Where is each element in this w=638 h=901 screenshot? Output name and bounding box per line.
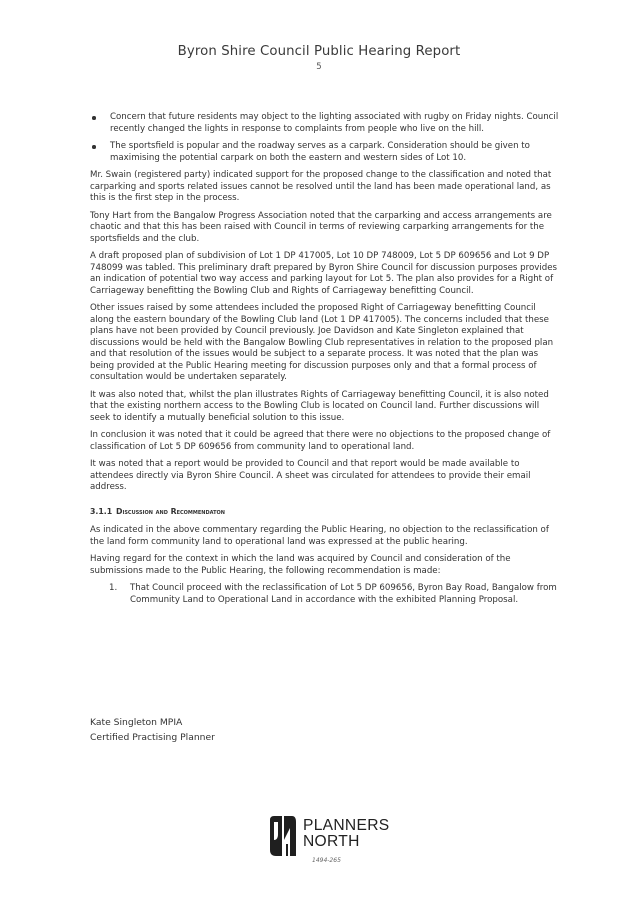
paragraph-report: It was noted that a report would be provided to Council and that report would be made available to attendees directly via Byron Shire Council. A sheet was circulated for attendees to provide their email address. bbox=[90, 459, 531, 492]
recommendation-number: 1. bbox=[109, 583, 118, 593]
logo-mark-icon bbox=[268, 814, 298, 858]
paragraph-commentary: As indicated in the above commentary regarding the Public Hearing, no objection to the reclassification of the land form community land to operational land was expressed at the public hearing. bbox=[90, 525, 549, 547]
section-number: 3.1.1 bbox=[90, 506, 113, 516]
paragraph-draft-plan: A draft proposed plan of subdivision of Lot 1 DP 417005, Lot 10 DP 748009, Lot 5 DP 609656 and Lot 9 DP 748099 was tabled. This preliminary draft prepared by Byron Shire Council for discussion purposes provides an indication of potential two way access and parking layout for Lot 5. The plan also provides for a Right of Carriageway benefitting the Bowling Club and Rights of Carriageway benefitting Council. bbox=[90, 251, 558, 296]
paragraph-northern-access: It was also noted that, whilst the plan illustrates Rights of Carriageway benefitting Council, it is also noted that the existing northern access to the Bowling Club is located on Council land. Further discussions will seek to identify a mutually beneficial solution to this issue. bbox=[90, 389, 549, 423]
signatory-title: Certified Practising Planner bbox=[90, 731, 215, 743]
section-heading bbox=[90, 506, 560, 518]
concerns-list bbox=[90, 112, 560, 164]
page-number: 5 bbox=[316, 62, 322, 72]
logo-wordmark bbox=[303, 818, 389, 850]
report-title: Byron Shire Council Public Hearing Report bbox=[177, 44, 461, 59]
section-title: Discussion and Recommendaton bbox=[116, 506, 225, 516]
planners-north-logo bbox=[268, 814, 398, 864]
paragraph-hart: Tony Hart from the Bangalow Progress Association noted that the carparking and access arrangements are chaotic and that this has been raised with Council in terms of reviewing carparking arrangements for the sportsfields and the club. bbox=[90, 210, 552, 244]
list-item: The sportsfield is popular and the roadway serves as a carpark. Consideration should be given to maximising the potential carpark on both the eastern and western sides of Lot 10. bbox=[90, 141, 560, 164]
recommendation-text: That Council proceed with the reclassification of Lot 5 DP 609656, Byron Bay Road, Bangalow from Community Land to Operational Land in accordance with the exhibited Planning Proposal. bbox=[130, 583, 557, 605]
logo-line-1: PLANNERS bbox=[303, 817, 390, 834]
list-item: Concern that future residents may object to the lighting associated with rugby on Friday nights. Council recently changed the lights in response to complaints from people who live on the hill. bbox=[90, 112, 560, 135]
signatory-name: Kate Singleton MPIA bbox=[90, 717, 183, 728]
paragraph-conclusion: In conclusion it was noted that it could be agreed that there were no objections to the proposed change of classification of Lot 5 DP 609656 from community land to operational land. bbox=[90, 430, 551, 452]
document-code: 1494-265 bbox=[312, 857, 341, 864]
logo-line-2: NORTH bbox=[303, 833, 360, 850]
signature-block bbox=[90, 716, 215, 745]
paragraph-other-issues: Other issues raised by some attendees included the proposed Right of Carriageway benefitting Council along the eastern boundary of the Bowling Club land (Lot 1 DP 417005). The concerns included that these plans have not been provided by Council previously. Joe Davidson and Kate Singleton explained that discussions would be held with the Bangalow Bowling Club representatives in relation to the proposed plan and that resolution of the issues would be subject to a separate process. It was noted that the plan was being provided at the Public Hearing meeting for discussion purposes only and that a formal process of consultation would be undertaken separately. bbox=[90, 303, 554, 382]
report-body bbox=[90, 112, 560, 612]
page-header bbox=[0, 44, 638, 72]
recommendation-item bbox=[90, 583, 560, 606]
paragraph-regard: Having regard for the context in which the land was acquired by Council and consideration of the submissions made to the Public Hearing, the following recommendation is made: bbox=[90, 554, 511, 576]
paragraph-swain: Mr. Swain (registered party) indicated support for the proposed change to the classification and noted that carparking and sports related issues cannot be resolved until the land has been made operational land, as this is the first step in the process. bbox=[90, 170, 552, 203]
recommendations-list bbox=[90, 583, 560, 606]
